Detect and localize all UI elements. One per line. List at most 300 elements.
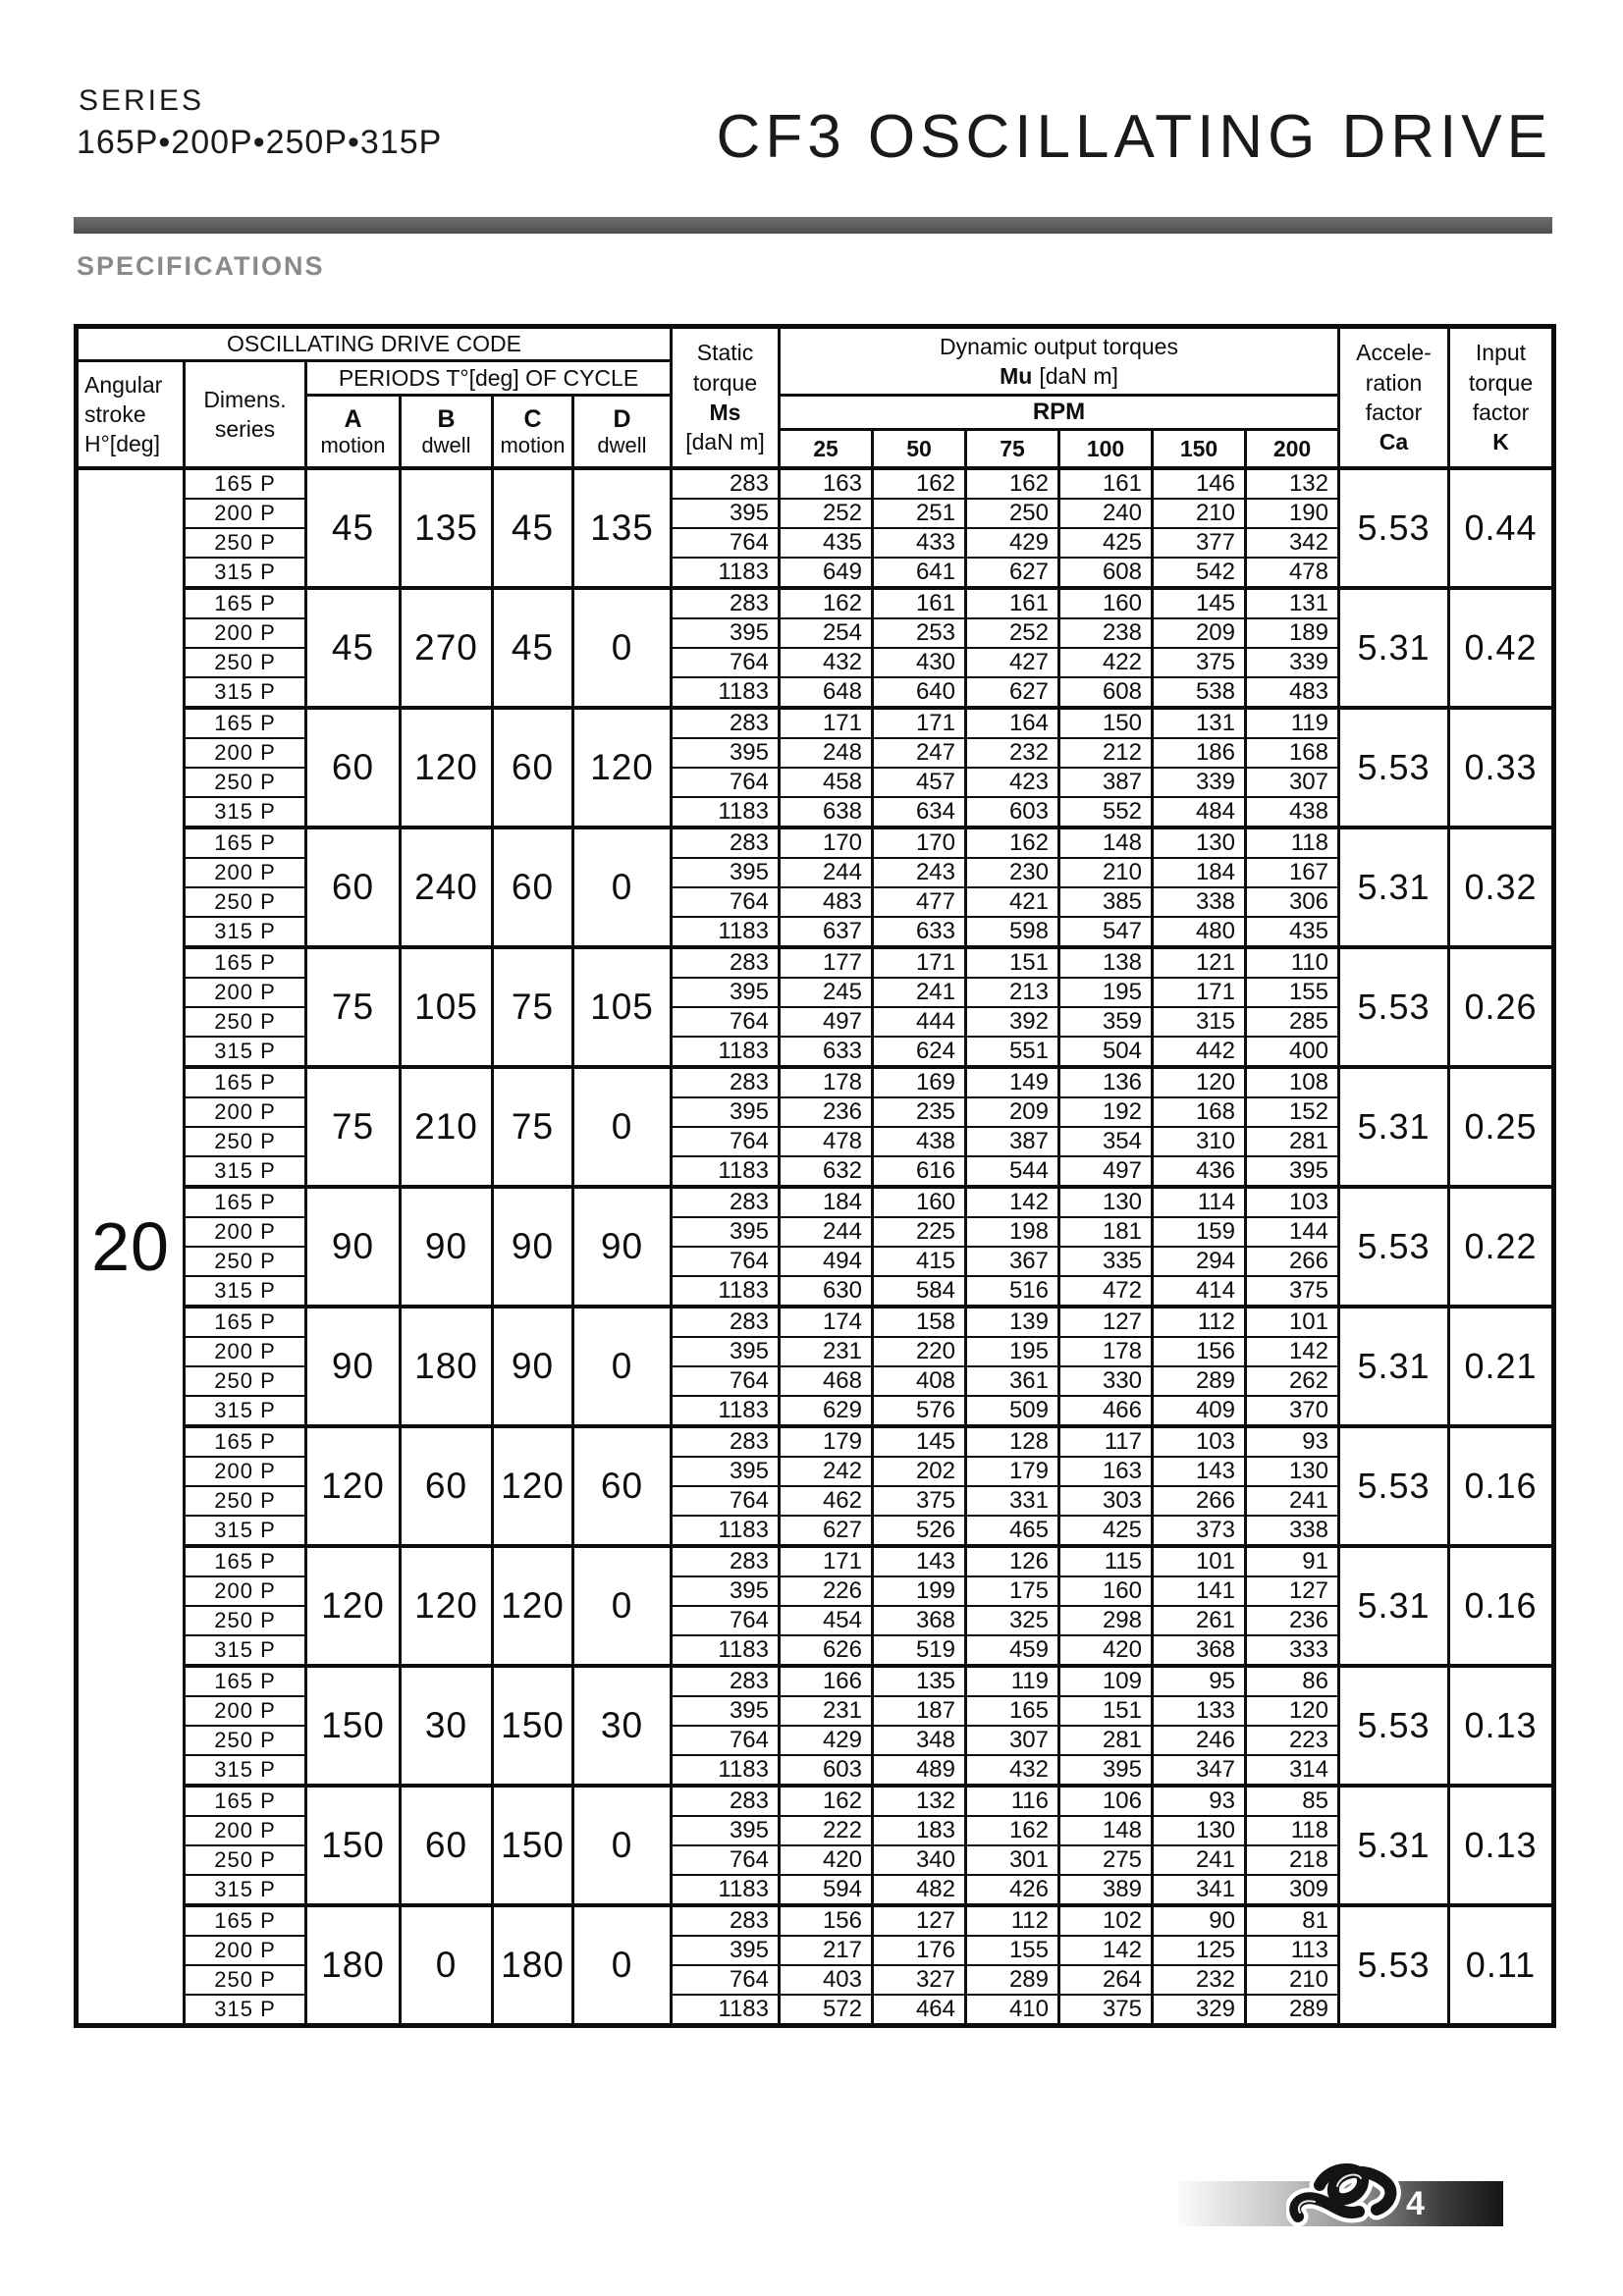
dynamic-torque-value-rpm100: 387 xyxy=(1059,768,1153,797)
static-torque-value: 764 xyxy=(672,1606,780,1635)
dynamic-torque-value-rpm200: 306 xyxy=(1246,887,1339,917)
series-label: SERIES xyxy=(79,84,205,117)
period-c-value: 45 xyxy=(493,588,573,708)
dimens-series-cell: 165 P xyxy=(185,1905,306,1936)
dynamic-torque-value-rpm200: 339 xyxy=(1246,648,1339,677)
dynamic-torque-value-rpm25: 248 xyxy=(780,738,873,768)
dynamic-torque-value-rpm25: 483 xyxy=(780,887,873,917)
dimens-series-cell: 200 P xyxy=(185,1936,306,1965)
dynamic-torque-value-rpm200: 342 xyxy=(1246,528,1339,558)
dynamic-torque-value-rpm25: 629 xyxy=(780,1396,873,1426)
dynamic-torque-value-rpm150: 143 xyxy=(1153,1457,1246,1486)
static-torque-value: 395 xyxy=(672,978,780,1007)
static-torque-value: 395 xyxy=(672,1217,780,1247)
dynamic-torque-value-rpm25: 244 xyxy=(780,858,873,887)
static-torque-value: 764 xyxy=(672,648,780,677)
dynamic-torque-value-rpm200: 435 xyxy=(1246,917,1339,947)
dimens-series-cell: 315 P xyxy=(185,1875,306,1905)
dynamic-torque-value-rpm150: 120 xyxy=(1153,1067,1246,1097)
static-torque-value: 395 xyxy=(672,618,780,648)
dynamic-torque-value-rpm50: 624 xyxy=(873,1037,966,1067)
dimens-series-cell: 200 P xyxy=(185,978,306,1007)
dynamic-torque-value-rpm200: 478 xyxy=(1246,558,1339,588)
dimens-series-cell: 315 P xyxy=(185,558,306,588)
dynamic-torque-value-rpm50: 220 xyxy=(873,1337,966,1366)
dynamic-torque-value-rpm150: 101 xyxy=(1153,1546,1246,1576)
dynamic-torque-value-rpm50: 616 xyxy=(873,1156,966,1187)
acceleration-factor-value: 5.53 xyxy=(1339,708,1449,828)
dynamic-torque-value-rpm100: 192 xyxy=(1059,1097,1153,1127)
dynamic-torque-value-rpm50: 464 xyxy=(873,1995,966,2026)
dynamic-torque-value-rpm75: 421 xyxy=(966,887,1059,917)
dynamic-torque-value-rpm25: 432 xyxy=(780,648,873,677)
period-b-value: 120 xyxy=(401,1546,493,1666)
dynamic-torque-value-rpm200: 289 xyxy=(1246,1995,1339,2026)
dynamic-torque-value-rpm50: 368 xyxy=(873,1606,966,1635)
acceleration-factor-value: 5.31 xyxy=(1339,1307,1449,1426)
dynamic-torque-value-rpm50: 235 xyxy=(873,1097,966,1127)
period-d-value: 0 xyxy=(573,588,672,708)
dynamic-torque-value-rpm25: 236 xyxy=(780,1097,873,1127)
static-torque-value: 764 xyxy=(672,768,780,797)
table-row xyxy=(77,1845,1554,1875)
dynamic-torque-value-rpm50: 433 xyxy=(873,528,966,558)
acceleration-factor-value: 5.53 xyxy=(1339,1187,1449,1307)
dynamic-torque-value-rpm25: 478 xyxy=(780,1127,873,1156)
period-a-value: 75 xyxy=(306,947,401,1067)
static-torque-value: 764 xyxy=(672,1007,780,1037)
dynamic-torque-value-rpm150: 368 xyxy=(1153,1635,1246,1666)
dynamic-torque-value-rpm25: 649 xyxy=(780,558,873,588)
dynamic-torque-value-rpm75: 387 xyxy=(966,1127,1059,1156)
header-rpm-75: 75 xyxy=(966,429,1059,468)
input-torque-factor-value: 0.26 xyxy=(1449,947,1554,1067)
dynamic-torque-value-rpm50: 438 xyxy=(873,1127,966,1156)
dynamic-torque-value-rpm150: 121 xyxy=(1153,947,1246,978)
period-b-value: 240 xyxy=(401,828,493,947)
dynamic-torque-value-rpm75: 427 xyxy=(966,648,1059,677)
dynamic-torque-value-rpm75: 598 xyxy=(966,917,1059,947)
dynamic-torque-value-rpm25: 637 xyxy=(780,917,873,947)
dynamic-torque-value-rpm150: 103 xyxy=(1153,1426,1246,1457)
period-a-value: 90 xyxy=(306,1307,401,1426)
dynamic-torque-value-rpm100: 240 xyxy=(1059,499,1153,528)
dynamic-torque-value-rpm75: 155 xyxy=(966,1936,1059,1965)
dynamic-torque-value-rpm50: 183 xyxy=(873,1816,966,1845)
dynamic-torque-value-rpm200: 118 xyxy=(1246,828,1339,858)
dynamic-torque-value-rpm200: 375 xyxy=(1246,1276,1339,1307)
dimens-series-cell: 315 P xyxy=(185,1037,306,1067)
spec-table-body xyxy=(77,468,1554,2026)
dynamic-torque-value-rpm50: 576 xyxy=(873,1396,966,1426)
dynamic-torque-value-rpm25: 627 xyxy=(780,1516,873,1546)
period-d-value: 60 xyxy=(573,1426,672,1546)
dynamic-torque-value-rpm50: 171 xyxy=(873,708,966,738)
dynamic-torque-value-rpm150: 112 xyxy=(1153,1307,1246,1337)
dynamic-torque-value-rpm75: 213 xyxy=(966,978,1059,1007)
table-row xyxy=(77,1247,1554,1276)
table-row xyxy=(77,858,1554,887)
static-torque-value: 283 xyxy=(672,828,780,858)
dynamic-torque-value-rpm50: 127 xyxy=(873,1905,966,1936)
dynamic-torque-value-rpm100: 425 xyxy=(1059,1516,1153,1546)
dynamic-torque-value-rpm50: 641 xyxy=(873,558,966,588)
dynamic-torque-value-rpm100: 212 xyxy=(1059,738,1153,768)
dynamic-torque-value-rpm50: 187 xyxy=(873,1696,966,1726)
dynamic-torque-value-rpm100: 264 xyxy=(1059,1965,1153,1995)
dynamic-torque-value-rpm100: 138 xyxy=(1059,947,1153,978)
dimens-series-cell: 200 P xyxy=(185,738,306,768)
table-row xyxy=(77,1936,1554,1965)
dimens-series-cell: 200 P xyxy=(185,499,306,528)
static-torque-value: 1183 xyxy=(672,797,780,828)
static-torque-value: 1183 xyxy=(672,1875,780,1905)
dynamic-torque-value-rpm200: 438 xyxy=(1246,797,1339,828)
dynamic-torque-value-rpm200: 142 xyxy=(1246,1337,1339,1366)
dynamic-torque-value-rpm75: 331 xyxy=(966,1486,1059,1516)
dynamic-torque-value-rpm25: 468 xyxy=(780,1366,873,1396)
dynamic-torque-value-rpm200: 155 xyxy=(1246,978,1339,1007)
acceleration-factor-value: 5.53 xyxy=(1339,1905,1449,2026)
dynamic-torque-value-rpm75: 164 xyxy=(966,708,1059,738)
dynamic-torque-value-rpm150: 241 xyxy=(1153,1845,1246,1875)
period-a-value: 120 xyxy=(306,1546,401,1666)
page-title: CF3 OSCILLATING DRIVE xyxy=(716,103,1552,171)
dynamic-torque-value-rpm75: 162 xyxy=(966,1816,1059,1845)
dynamic-torque-value-rpm25: 429 xyxy=(780,1726,873,1755)
dynamic-torque-value-rpm150: 90 xyxy=(1153,1905,1246,1936)
dynamic-torque-value-rpm150: 159 xyxy=(1153,1217,1246,1247)
dynamic-torque-value-rpm100: 181 xyxy=(1059,1217,1153,1247)
dynamic-torque-value-rpm75: 142 xyxy=(966,1187,1059,1217)
dynamic-torque-value-rpm25: 494 xyxy=(780,1247,873,1276)
dynamic-torque-value-rpm75: 112 xyxy=(966,1905,1059,1936)
dynamic-torque-value-rpm50: 251 xyxy=(873,499,966,528)
dynamic-torque-value-rpm25: 462 xyxy=(780,1486,873,1516)
header-input-torque-factor: Input torque factor K xyxy=(1449,327,1554,469)
dimens-series-cell: 200 P xyxy=(185,1337,306,1366)
dimens-series-cell: 250 P xyxy=(185,1606,306,1635)
dynamic-torque-value-rpm75: 367 xyxy=(966,1247,1059,1276)
static-torque-value: 283 xyxy=(672,1786,780,1816)
dynamic-torque-value-rpm200: 400 xyxy=(1246,1037,1339,1067)
dimens-series-cell: 250 P xyxy=(185,1247,306,1276)
dimens-series-cell: 250 P xyxy=(185,648,306,677)
static-torque-value: 1183 xyxy=(672,1156,780,1187)
dynamic-torque-value-rpm75: 465 xyxy=(966,1516,1059,1546)
dynamic-torque-value-rpm100: 395 xyxy=(1059,1755,1153,1786)
dynamic-torque-value-rpm50: 526 xyxy=(873,1516,966,1546)
period-d-value: 0 xyxy=(573,1307,672,1426)
dynamic-torque-value-rpm75: 544 xyxy=(966,1156,1059,1187)
dynamic-torque-value-rpm50: 633 xyxy=(873,917,966,947)
input-torque-factor-value: 0.16 xyxy=(1449,1426,1554,1546)
dynamic-torque-value-rpm100: 389 xyxy=(1059,1875,1153,1905)
header-rpm: RPM xyxy=(780,396,1339,430)
static-torque-value: 283 xyxy=(672,1905,780,1936)
dynamic-torque-value-rpm200: 483 xyxy=(1246,677,1339,708)
dynamic-torque-value-rpm50: 199 xyxy=(873,1576,966,1606)
period-b-value: 60 xyxy=(401,1426,493,1546)
dynamic-torque-value-rpm150: 338 xyxy=(1153,887,1246,917)
dynamic-torque-value-rpm50: 634 xyxy=(873,797,966,828)
header-rpm-25: 25 xyxy=(780,429,873,468)
dynamic-torque-value-rpm50: 640 xyxy=(873,677,966,708)
input-torque-factor-value: 0.33 xyxy=(1449,708,1554,828)
static-torque-value: 283 xyxy=(672,947,780,978)
dynamic-torque-value-rpm75: 161 xyxy=(966,588,1059,618)
dimens-series-cell: 200 P xyxy=(185,1097,306,1127)
table-row xyxy=(77,1486,1554,1516)
dynamic-torque-value-rpm75: 516 xyxy=(966,1276,1059,1307)
table-row xyxy=(77,1875,1554,1905)
dynamic-torque-value-rpm200: 130 xyxy=(1246,1457,1339,1486)
dynamic-torque-value-rpm150: 125 xyxy=(1153,1936,1246,1965)
dynamic-torque-value-rpm200: 189 xyxy=(1246,618,1339,648)
dynamic-torque-value-rpm50: 132 xyxy=(873,1786,966,1816)
dynamic-torque-value-rpm150: 315 xyxy=(1153,1007,1246,1037)
dynamic-torque-value-rpm100: 151 xyxy=(1059,1696,1153,1726)
period-c-value: 60 xyxy=(493,708,573,828)
dynamic-torque-value-rpm100: 178 xyxy=(1059,1337,1153,1366)
header-rpm-50: 50 xyxy=(873,429,966,468)
dynamic-torque-value-rpm75: 126 xyxy=(966,1546,1059,1576)
dimens-series-cell: 200 P xyxy=(185,1217,306,1247)
dynamic-torque-value-rpm150: 146 xyxy=(1153,468,1246,499)
period-b-value: 60 xyxy=(401,1786,493,1905)
dynamic-torque-value-rpm25: 254 xyxy=(780,618,873,648)
dynamic-torque-value-rpm100: 127 xyxy=(1059,1307,1153,1337)
dynamic-torque-value-rpm150: 210 xyxy=(1153,499,1246,528)
dynamic-torque-value-rpm150: 538 xyxy=(1153,677,1246,708)
dynamic-torque-value-rpm200: 370 xyxy=(1246,1396,1339,1426)
acceleration-factor-value: 5.31 xyxy=(1339,1546,1449,1666)
static-torque-value: 1183 xyxy=(672,1396,780,1426)
dynamic-torque-value-rpm75: 410 xyxy=(966,1995,1059,2026)
dynamic-torque-value-rpm150: 436 xyxy=(1153,1156,1246,1187)
dynamic-torque-value-rpm150: 184 xyxy=(1153,858,1246,887)
static-torque-value: 283 xyxy=(672,588,780,618)
dynamic-torque-value-rpm25: 162 xyxy=(780,1786,873,1816)
acceleration-factor-value: 5.53 xyxy=(1339,1426,1449,1546)
dimens-series-cell: 250 P xyxy=(185,1127,306,1156)
dynamic-torque-value-rpm200: 281 xyxy=(1246,1127,1339,1156)
dynamic-torque-value-rpm150: 266 xyxy=(1153,1486,1246,1516)
table-row xyxy=(77,677,1554,708)
dynamic-torque-value-rpm200: 118 xyxy=(1246,1816,1339,1845)
period-d-value: 105 xyxy=(573,947,672,1067)
table-row xyxy=(77,1576,1554,1606)
dynamic-torque-value-rpm200: 285 xyxy=(1246,1007,1339,1037)
dynamic-torque-value-rpm150: 171 xyxy=(1153,978,1246,1007)
static-torque-value: 1183 xyxy=(672,917,780,947)
dynamic-torque-value-rpm100: 422 xyxy=(1059,648,1153,677)
dynamic-torque-value-rpm75: 209 xyxy=(966,1097,1059,1127)
dynamic-torque-value-rpm100: 335 xyxy=(1059,1247,1153,1276)
dynamic-torque-value-rpm200: 241 xyxy=(1246,1486,1339,1516)
period-c-value: 150 xyxy=(493,1786,573,1905)
acceleration-factor-value: 5.31 xyxy=(1339,1067,1449,1187)
dynamic-torque-value-rpm200: 127 xyxy=(1246,1576,1339,1606)
table-row xyxy=(77,1457,1554,1486)
dynamic-torque-value-rpm25: 458 xyxy=(780,768,873,797)
period-b-value: 270 xyxy=(401,588,493,708)
dynamic-torque-value-rpm75: 429 xyxy=(966,528,1059,558)
dynamic-torque-value-rpm50: 253 xyxy=(873,618,966,648)
static-torque-value: 395 xyxy=(672,1097,780,1127)
dynamic-torque-value-rpm50: 482 xyxy=(873,1875,966,1905)
dynamic-torque-value-rpm25: 435 xyxy=(780,528,873,558)
dynamic-torque-value-rpm50: 340 xyxy=(873,1845,966,1875)
static-torque-value: 1183 xyxy=(672,1037,780,1067)
dynamic-torque-value-rpm50: 415 xyxy=(873,1247,966,1276)
table-row xyxy=(77,1366,1554,1396)
dynamic-torque-value-rpm200: 190 xyxy=(1246,499,1339,528)
dynamic-torque-value-rpm75: 627 xyxy=(966,558,1059,588)
period-c-value: 60 xyxy=(493,828,573,947)
static-torque-value: 764 xyxy=(672,1965,780,1995)
input-torque-factor-value: 0.25 xyxy=(1449,1067,1554,1187)
input-torque-factor-value: 0.32 xyxy=(1449,828,1554,947)
dynamic-torque-value-rpm75: 175 xyxy=(966,1576,1059,1606)
static-torque-value: 283 xyxy=(672,1307,780,1337)
period-a-value: 120 xyxy=(306,1426,401,1546)
dynamic-torque-value-rpm50: 170 xyxy=(873,828,966,858)
dynamic-torque-value-rpm75: 325 xyxy=(966,1606,1059,1635)
dynamic-torque-value-rpm50: 171 xyxy=(873,947,966,978)
dynamic-torque-value-rpm75: 195 xyxy=(966,1337,1059,1366)
dynamic-torque-value-rpm150: 442 xyxy=(1153,1037,1246,1067)
dynamic-torque-value-rpm200: 93 xyxy=(1246,1426,1339,1457)
dimens-series-cell: 250 P xyxy=(185,1486,306,1516)
input-torque-factor-value: 0.42 xyxy=(1449,588,1554,708)
dynamic-torque-value-rpm50: 161 xyxy=(873,588,966,618)
table-row xyxy=(77,1755,1554,1786)
header-rule xyxy=(74,217,1552,234)
dynamic-torque-value-rpm25: 244 xyxy=(780,1217,873,1247)
dynamic-torque-value-rpm100: 420 xyxy=(1059,1635,1153,1666)
dynamic-torque-value-rpm75: 361 xyxy=(966,1366,1059,1396)
dynamic-torque-value-rpm25: 245 xyxy=(780,978,873,1007)
dynamic-torque-value-rpm100: 148 xyxy=(1059,828,1153,858)
period-c-value: 150 xyxy=(493,1666,573,1786)
static-torque-value: 283 xyxy=(672,1067,780,1097)
dimens-series-cell: 165 P xyxy=(185,828,306,858)
table-row xyxy=(77,588,1554,618)
dimens-series-cell: 250 P xyxy=(185,528,306,558)
acceleration-factor-value: 5.31 xyxy=(1339,828,1449,947)
dynamic-torque-value-rpm150: 480 xyxy=(1153,917,1246,947)
table-row xyxy=(77,887,1554,917)
table-row xyxy=(77,1156,1554,1187)
dynamic-torque-value-rpm100: 354 xyxy=(1059,1127,1153,1156)
period-d-value: 0 xyxy=(573,1786,672,1905)
dynamic-torque-value-rpm50: 225 xyxy=(873,1217,966,1247)
dynamic-torque-value-rpm25: 162 xyxy=(780,588,873,618)
dynamic-torque-value-rpm75: 307 xyxy=(966,1726,1059,1755)
period-b-value: 210 xyxy=(401,1067,493,1187)
input-torque-factor-value: 0.22 xyxy=(1449,1187,1554,1307)
dynamic-torque-value-rpm150: 341 xyxy=(1153,1875,1246,1905)
table-row xyxy=(77,828,1554,858)
dynamic-torque-value-rpm50: 408 xyxy=(873,1366,966,1396)
dimens-series-cell: 200 P xyxy=(185,858,306,887)
dynamic-torque-value-rpm50: 145 xyxy=(873,1426,966,1457)
dynamic-torque-value-rpm75: 426 xyxy=(966,1875,1059,1905)
dynamic-torque-value-rpm150: 186 xyxy=(1153,738,1246,768)
dynamic-torque-value-rpm75: 250 xyxy=(966,499,1059,528)
dynamic-torque-value-rpm200: 152 xyxy=(1246,1097,1339,1127)
period-b-value: 0 xyxy=(401,1905,493,2026)
static-torque-value: 395 xyxy=(672,1457,780,1486)
dynamic-torque-value-rpm50: 430 xyxy=(873,648,966,677)
table-row xyxy=(77,1546,1554,1576)
table-row xyxy=(77,1426,1554,1457)
table-row xyxy=(77,1965,1554,1995)
dynamic-torque-value-rpm150: 168 xyxy=(1153,1097,1246,1127)
input-torque-factor-value: 0.13 xyxy=(1449,1786,1554,1905)
dynamic-torque-value-rpm25: 222 xyxy=(780,1816,873,1845)
static-torque-value: 764 xyxy=(672,1366,780,1396)
period-c-value: 90 xyxy=(493,1187,573,1307)
period-a-value: 45 xyxy=(306,588,401,708)
static-torque-value: 1183 xyxy=(672,1516,780,1546)
static-torque-value: 1183 xyxy=(672,558,780,588)
dimens-series-cell: 315 P xyxy=(185,1755,306,1786)
table-row xyxy=(77,1067,1554,1097)
dynamic-torque-value-rpm200: 236 xyxy=(1246,1606,1339,1635)
period-a-value: 60 xyxy=(306,828,401,947)
table-row xyxy=(77,1127,1554,1156)
dynamic-torque-value-rpm25: 632 xyxy=(780,1156,873,1187)
input-torque-factor-value: 0.44 xyxy=(1449,468,1554,588)
static-torque-value: 764 xyxy=(672,1486,780,1516)
dynamic-torque-value-rpm150: 339 xyxy=(1153,768,1246,797)
dynamic-torque-value-rpm100: 115 xyxy=(1059,1546,1153,1576)
dynamic-torque-value-rpm25: 231 xyxy=(780,1696,873,1726)
dynamic-torque-value-rpm25: 594 xyxy=(780,1875,873,1905)
dynamic-torque-value-rpm25: 178 xyxy=(780,1067,873,1097)
dynamic-torque-value-rpm50: 348 xyxy=(873,1726,966,1755)
dynamic-torque-value-rpm200: 167 xyxy=(1246,858,1339,887)
dynamic-torque-value-rpm200: 395 xyxy=(1246,1156,1339,1187)
specifications-table xyxy=(74,324,1556,2028)
dynamic-torque-value-rpm75: 119 xyxy=(966,1666,1059,1696)
dynamic-torque-value-rpm50: 584 xyxy=(873,1276,966,1307)
dynamic-torque-value-rpm100: 385 xyxy=(1059,887,1153,917)
dynamic-torque-value-rpm25: 166 xyxy=(780,1666,873,1696)
static-torque-value: 283 xyxy=(672,1187,780,1217)
table-row xyxy=(77,768,1554,797)
period-a-value: 90 xyxy=(306,1187,401,1307)
dimens-series-cell: 315 P xyxy=(185,1396,306,1426)
dynamic-torque-value-rpm75: 392 xyxy=(966,1007,1059,1037)
dynamic-torque-value-rpm100: 163 xyxy=(1059,1457,1153,1486)
period-a-value: 150 xyxy=(306,1666,401,1786)
dynamic-torque-value-rpm100: 608 xyxy=(1059,677,1153,708)
dynamic-torque-value-rpm150: 377 xyxy=(1153,528,1246,558)
static-torque-value: 283 xyxy=(672,1546,780,1576)
static-torque-value: 283 xyxy=(672,468,780,499)
dynamic-torque-value-rpm100: 425 xyxy=(1059,528,1153,558)
dynamic-torque-value-rpm100: 130 xyxy=(1059,1187,1153,1217)
acceleration-factor-value: 5.53 xyxy=(1339,468,1449,588)
static-torque-value: 283 xyxy=(672,1426,780,1457)
period-b-value: 105 xyxy=(401,947,493,1067)
dynamic-torque-value-rpm100: 160 xyxy=(1059,588,1153,618)
dynamic-torque-value-rpm150: 414 xyxy=(1153,1276,1246,1307)
dynamic-torque-value-rpm25: 626 xyxy=(780,1635,873,1666)
